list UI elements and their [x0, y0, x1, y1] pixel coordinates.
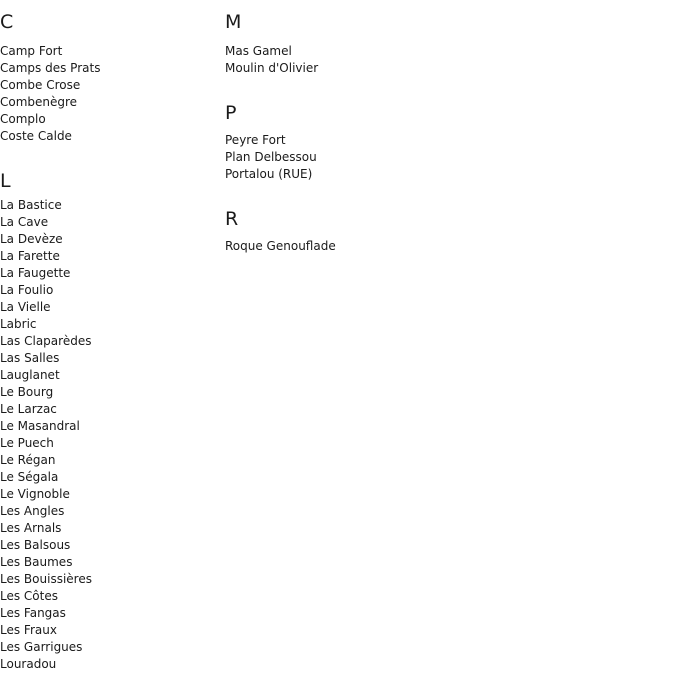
place-list [225, 238, 485, 255]
place-link[interactable]: Le Régan [0, 453, 56, 467]
place-link[interactable]: La Farette [0, 249, 60, 263]
left-column [0, 0, 220, 673]
place-link[interactable]: Les Baumes [0, 555, 73, 569]
place-link[interactable]: Moulin d'Olivier [225, 61, 319, 75]
place-link[interactable]: Labric [0, 317, 37, 331]
place-link[interactable]: Le Bourg [0, 385, 54, 399]
place-link[interactable]: Combe Crose [0, 78, 81, 92]
place-link[interactable]: Mas Gamel [225, 44, 292, 58]
place-link[interactable]: Roque Genouflade [225, 239, 336, 253]
place-link[interactable]: Complo [0, 112, 46, 126]
place-list [225, 132, 485, 183]
place-link[interactable]: Combenègre [0, 95, 78, 109]
letter-heading: M [225, 11, 242, 33]
place-list [225, 43, 485, 77]
place-link[interactable]: Le Puech [0, 436, 54, 450]
place-link[interactable]: Las Salles [0, 351, 60, 365]
letter-group-m [225, 11, 485, 77]
place-link[interactable]: Lauglanet [0, 368, 60, 382]
letter-group-l [0, 170, 220, 673]
place-link[interactable]: La Bastice [0, 198, 62, 212]
place-link[interactable]: Louradou [0, 657, 57, 671]
place-link[interactable]: Portalou (RUE) [225, 167, 313, 181]
place-link[interactable]: Camps des Prats [0, 61, 101, 75]
place-link[interactable]: Le Masandral [0, 419, 80, 433]
place-link[interactable]: La Vielle [0, 300, 51, 314]
place-link[interactable]: Le Larzac [0, 402, 57, 416]
place-link[interactable]: Peyre Fort [225, 133, 286, 147]
place-link[interactable]: La Devèze [0, 232, 63, 246]
right-column [225, 0, 485, 255]
place-link[interactable]: Le Vignoble [0, 487, 70, 501]
place-list [0, 197, 220, 673]
place-link[interactable]: Les Fangas [0, 606, 66, 620]
place-list [0, 43, 220, 145]
place-link[interactable]: La Faugette [0, 266, 71, 280]
letter-group-r [225, 208, 485, 255]
letter-group-p [225, 102, 485, 183]
place-link[interactable]: Le Ségala [0, 470, 59, 484]
place-link[interactable]: Les Arnals [0, 521, 62, 535]
place-link[interactable]: Plan Delbessou [225, 150, 317, 164]
letter-heading: L [0, 170, 11, 192]
place-link[interactable]: Coste Calde [0, 129, 72, 143]
place-link[interactable]: Les Angles [0, 504, 65, 518]
place-link[interactable]: Camp Fort [0, 44, 63, 58]
place-link[interactable]: La Foulio [0, 283, 54, 297]
letter-heading: P [225, 102, 237, 124]
place-link[interactable]: Les Garrigues [0, 640, 83, 654]
letter-heading: C [0, 11, 14, 33]
place-link[interactable]: Las Claparèdes [0, 334, 92, 348]
place-link[interactable]: Les Balsous [0, 538, 71, 552]
letter-heading: R [225, 208, 239, 230]
place-link[interactable]: Les Côtes [0, 589, 58, 603]
place-link[interactable]: Les Bouissières [0, 572, 92, 586]
letter-group-c [0, 11, 220, 145]
place-link[interactable]: Les Fraux [0, 623, 57, 637]
place-link[interactable]: La Cave [0, 215, 49, 229]
